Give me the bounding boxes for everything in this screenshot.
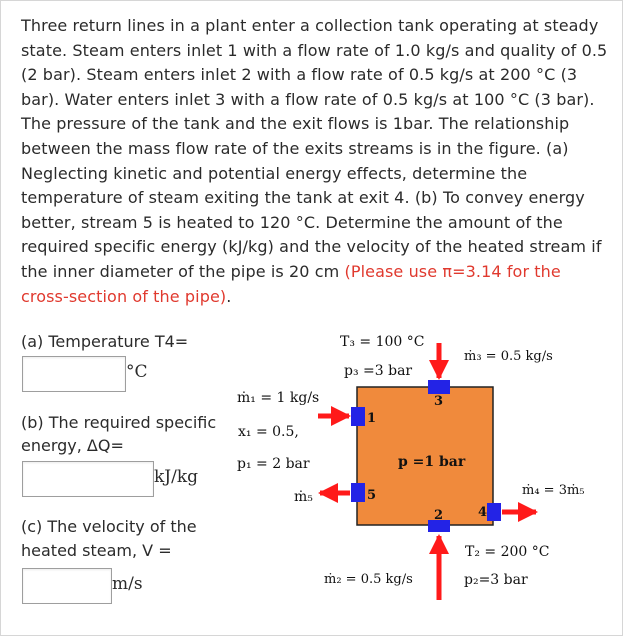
port-3-icon	[428, 380, 450, 394]
inlet-2-temperature: T₂ = 200 °C	[465, 544, 550, 560]
question-b-label-line2: energy, ΔQ=	[21, 436, 124, 455]
question-a-label: (a) Temperature T4=	[21, 332, 189, 351]
answer-b-unit: kJ/kg	[154, 467, 199, 487]
exit-5-mass-flow: ṁ₅	[294, 489, 313, 505]
question-b-label-line1: (b) The required specific	[21, 413, 217, 432]
tank-pressure: p =1 bar	[398, 454, 466, 470]
port-1-icon	[351, 407, 365, 426]
question-c-label-line1: (c) The velocity of the	[21, 517, 197, 536]
problem-text: Three return lines in a plant enter a collection tank operating at steady state. Steam enters inlet 1 with a flow rate of 1.0 kg/s and quality of 0.5 (2 bar). Steam enters inlet 2 with a flow rate of 0.5 kg/s at 200 °C (3 bar). Water enters inlet 3 with a flow rate of 0.5 kg/s at 100 °C (3 bar). The pressure of the tank and the exit flows is 1bar. The relationship between the mass flow rate of the exits streams is in the figure. (a) Neglecting kinetic and potential energy effects, determine the temperature of steam exiting the tank at exit 4. (b) To convey energy better, stream 5 is heated to 120 °C. Determine the amount of the required specific energy (kJ/kg) and the velocity of the heated stream if the inner diameter of the pipe is 20 cm	[21, 16, 608, 281]
problem-text-end: .	[226, 286, 232, 306]
question-c-label-line2: heated steam, V =	[21, 541, 172, 560]
port-2-label: 2	[434, 508, 444, 523]
port-5-label: 5	[367, 488, 377, 503]
port-4-label: 4	[478, 505, 488, 520]
inlet-2-pressure: p₂=3 bar	[464, 572, 528, 588]
answer-c-unit: m/s	[112, 574, 143, 594]
inlet-3-pressure: p₃ =3 bar	[344, 363, 413, 379]
exit-4-mass-flow: ṁ₄ = 3ṁ₅	[522, 483, 585, 498]
inlet-1-quality: x₁ = 0.5,	[238, 424, 299, 440]
inlet-1-mass-flow: ṁ₁ = 1 kg/s	[237, 390, 320, 406]
inlet-3-mass-flow: ṁ₃ = 0.5 kg/s	[464, 349, 553, 364]
inlet-3-temperature: T₃ = 100 °C	[340, 334, 425, 350]
inlet-1-pressure: p₁ = 2 bar	[237, 456, 310, 472]
port-5-icon	[351, 483, 365, 502]
port-3-label: 3	[434, 394, 444, 409]
problem-pi-note: (Please use π=3.14 for the cross-section of the pipe)	[21, 261, 561, 306]
port-4-icon	[487, 503, 501, 521]
port-1-label: 1	[367, 411, 377, 426]
inlet-2-mass-flow: ṁ₂ = 0.5 kg/s	[324, 572, 413, 587]
answer-a-unit: °C	[126, 362, 148, 382]
